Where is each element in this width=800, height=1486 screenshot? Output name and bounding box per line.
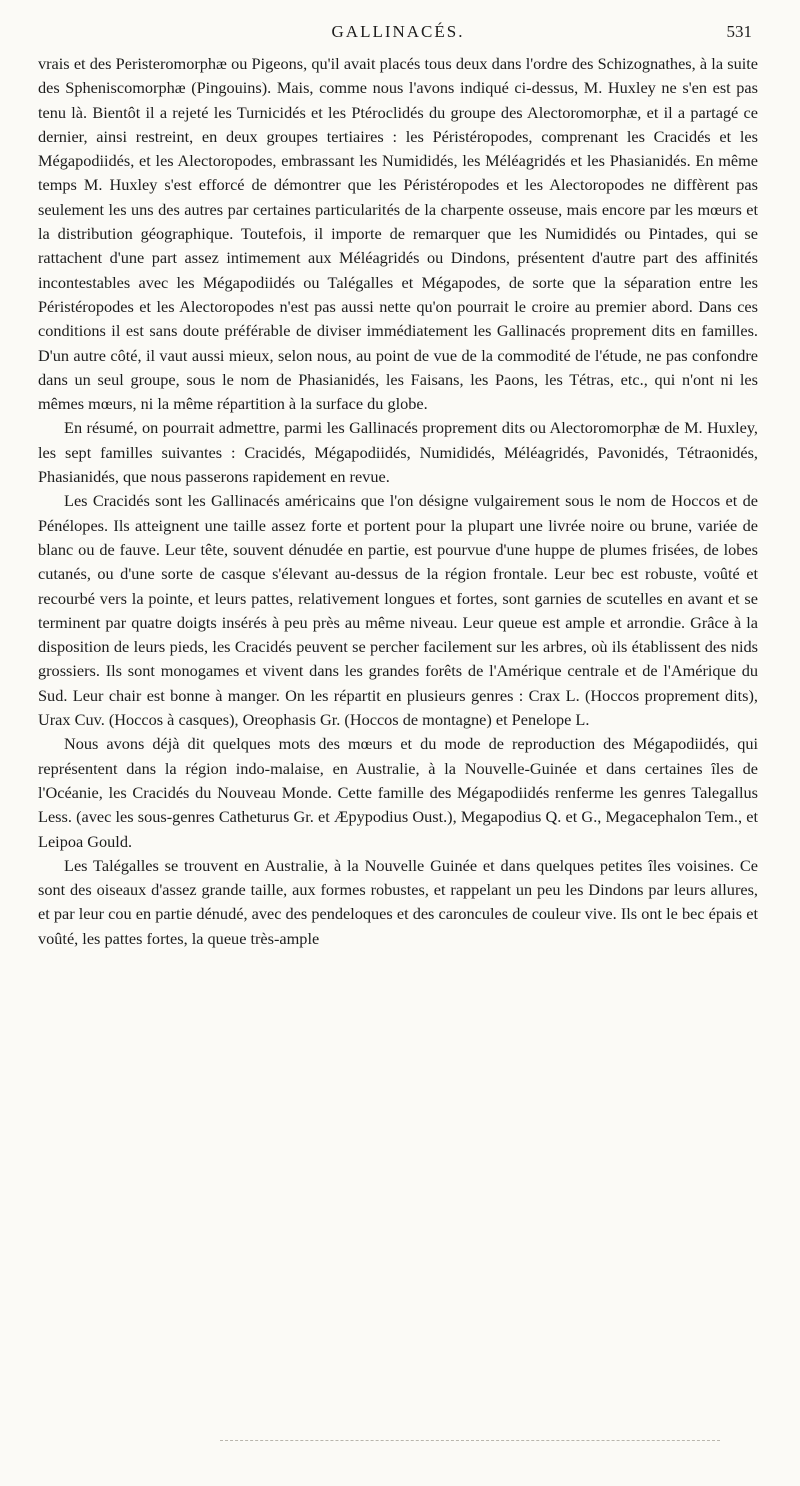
running-head xyxy=(38,22,758,52)
paragraph: Les Talégalles se trouvent en Australie, à la Nouvelle Guinée et dans quelques petites îles voisines. Ce sont des oiseaux d'assez grande taille, aux formes robustes, et rappelant un peu les Dindons par leurs allures, et par leur cou en partie dénudé, avec des pendeloques et des caroncules de couleur vive. Ils ont le bec épais et voûté, les pattes fortes, la queue très-ample xyxy=(38,855,758,948)
body-text xyxy=(38,52,758,951)
running-title: GALLINACÉS. xyxy=(331,22,465,41)
paragraph: Les Cracidés sont les Gallinacés américains que l'on désigne vulgairement sous le nom de Hoccos et de Pénélopes. Ils atteignent une taille assez forte et portent pour la plupart une livrée noire ou brune, variée de blanc ou de fauve. Leur tête, souvent dénudée en partie, est pourvue d'une huppe de plumes frisées, de lobes cutanés, ou d'une sorte de casque s'élevant au-dessus de la région frontale. Leur bec est robuste, voûté et recourbé vers la pointe, et leurs pattes, relativement longues et fortes, sont garnies de scutelles en avant et se terminent par quatre doigts insérés à peu près au même niveau. Leur queue est ample et arrondie. Grâce à la disposition de leurs pieds, les Cracidés peuvent se percher facilement sur les arbres, où ils établissent des nids grossiers. Ils sont monogames et vivent dans les grandes forêts de l'Amérique centrale et de l'Amérique du Sud. Leur chair est bonne à manger. On les répartit en plusieurs genres : Crax L. (Hoccos proprement dits), Urax Cuv. (Hoccos à casques), Oreophasis Gr. (Hoccos de montagne) et Penelope L. xyxy=(38,491,758,730)
page-number: 531 xyxy=(726,22,752,41)
paragraph: En résumé, on pourrait admettre, parmi les Gallinacés proprement dits ou Alectoromorphæ de M. Huxley, les sept familles suivantes : Cracidés, Mégapodiidés, Numididés, Méléagridés, Pavonidés, Tétraonidés, Phasianidés, que nous passerons rapidement en revue. xyxy=(38,418,758,487)
paragraph: vrais et des Peristeromorphæ ou Pigeons, qu'il avait placés tous deux dans l'ordre des Schizognathes, à la suite des Spheniscomorphæ (Pingouins). Mais, comme nous l'avons indiqué ci-dessus, M. Huxley ne s'en est pas tenu là. Bientôt il a rejeté les Turnicidés et les Ptéroclidés du groupe des Alectoromorphæ, et il a partagé ce dernier, ainsi restreint, en deux groupes tertiaires : les Péristéropodes, comprenant les Cracidés et les Mégapodiidés, et les Alectoropodes, embrassant les Numididés, les Méléagridés et les Phasianidés. En même temps M. Huxley s'est efforcé de démontrer que les Péristéropodes et les Alectoropodes ne diffèrent pas seulement les uns des autres par certaines particularités de la charpente osseuse, mais encore par les mœurs et la distribution géographique. Toutefois, il importe de remarquer que les Numididés ou Pintades, qui se rattachent d'une part assez intimement aux Méléagridés ou Dindons, présentent d'autre part des affinités incontestables avec les Mégapodiidés ou Talégalles et Mégapodes, de sorte que la séparation entre les Péristéropodes et les Alectoropodes n'est pas aussi nette qu'on pourrait le croire au premier abord. Dans ces conditions il est sans doute préférable de diviser immédiatement les Gallinacés proprement dits en familles. D'un autre côté, il vaut aussi mieux, selon nous, au point de vue de la commodité de l'étude, ne pas confondre dans un seul groupe, sous le nom de Phasianidés, les Faisans, les Paons, les Tétras, etc., qui n'ont ni les mêmes mœurs, ni la même répartition à la surface du globe. xyxy=(38,54,758,414)
paragraph: Nous avons déjà dit quelques mots des mœurs et du mode de reproduction des Mégapodiidés, qui représentent dans la région indo-malaise, en Australie, à la Nouvelle-Guinée et dans certaines îles de l'Océanie, les Cracidés du Nouveau Monde. Cette famille des Mégapodiidés renferme les genres Talegallus Less. (avec les sous-genres Catheturus Gr. et Æpypodius Oust.), Megapodius Q. et G., Megacephalon Tem., et Leipoa Gould. xyxy=(38,734,758,851)
page-bottom-rule xyxy=(220,1440,720,1441)
